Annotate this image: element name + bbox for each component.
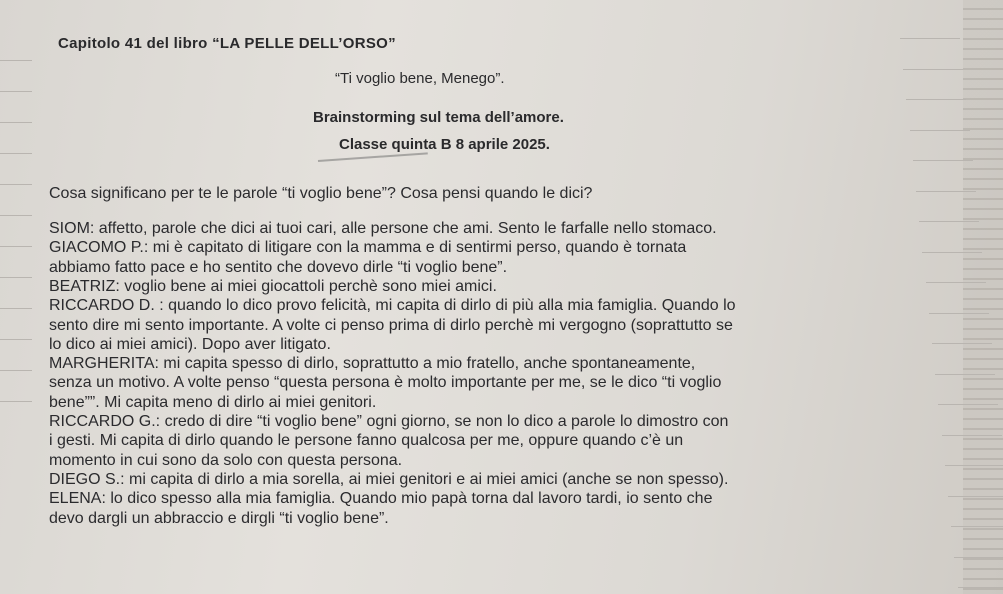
page-rule [906,99,966,100]
quote: “Ti voglio bene, Menego”. [335,70,505,87]
page-rule-left [0,153,32,154]
page-rule [926,282,986,283]
page-rule [945,465,1003,466]
body-line: DIEGO S.: mi capita di dirlo a mia sorella, ai miei genitori e ai miei amici (anche se non spesso). [49,470,729,488]
page-rule-left [0,122,32,123]
page-rule [900,38,960,39]
body-line: BEATRIZ: voglio bene ai miei giocattoli perchè sono miei amici. [49,277,497,295]
page-rule-left [0,308,32,309]
page-rule [958,587,1003,588]
page-rule [951,526,1003,527]
page-rule-left [0,246,32,247]
page-rule-left [0,370,32,371]
body-line: senza un motivo. A volte penso “questa persona è molto importante per me, se le dico “ti voglio [49,374,722,392]
page-rule-left [0,215,32,216]
page-rule [916,191,976,192]
chapter-title: Capitolo 41 del libro “LA PELLE DELL’ORSO” [58,35,396,52]
page-rule [910,130,970,131]
body-line: MARGHERITA: mi capita spesso di dirlo, soprattutto a mio fratello, anche spontaneamente, [49,355,696,373]
body-line: momento in cui sono da solo con questa persona. [49,451,403,469]
body-line: GIACOMO P.: mi è capitato di litigare con la mamma e di sentirmi perso, quando è tornata [49,239,687,257]
page-rule [919,221,979,222]
body-line: i gesti. Mi capita di dirlo quando le persone fanno qualcosa per me, oppure quando c’è un [49,432,684,450]
body-line: sento dire mi sento importante. A volte ci penso prima di dirlo perchè mi vergogno (soprattutto se [49,316,733,334]
body-line: SIOM: affetto, parole che dici ai tuoi cari, alle persone che ami. Sento le farfalle nello stomaco. [49,220,717,237]
page-rule-left [0,91,32,92]
page-rule [922,252,982,253]
body-line: ELENA: lo dico spesso alla mia famiglia. Quando mio papà torna dal lavoro tardi, io sento che [49,490,713,508]
question: Cosa significano per te le parole “ti voglio bene”? Cosa pensi quando le dici? [49,185,593,202]
page-rule [929,313,989,314]
page-rule [948,496,1003,497]
page-rule-left [0,339,32,340]
body-line: bene””. Mi capita meno di dirlo ai miei genitori. [49,393,377,411]
subtitle: Brainstorming sul tema dell’amore. [313,109,564,126]
page-rule-left [0,60,32,61]
page-rule [932,343,992,344]
page-rule [935,374,995,375]
class-date: Classe quinta B 8 aprile 2025. [339,136,550,153]
body-line: RICCARDO D. : quando lo dico provo felicità, mi capita di dirlo di più alla mia famiglia. Quando lo [49,297,736,315]
body-line: lo dico ai miei amici). Dopo aver litigato. [49,335,331,353]
page-rule [954,557,1003,558]
body-line: RICCARDO G.: credo di dire “ti voglio bene” ogni giorno, se non lo dico a parole lo dimostro con [49,413,729,430]
page-rule-left [0,184,32,185]
notebook-spiral [963,0,1003,594]
page-rule [942,435,1002,436]
page-rule [903,69,963,70]
page-rule [938,404,998,405]
page-rule [913,160,973,161]
page-rule-left [0,401,32,402]
body-line: devo dargli un abbraccio e dirgli “ti voglio bene”. [49,509,389,527]
pencil-scribble [318,152,428,162]
body-line: abbiamo fatto pace e ho sentito che dovevo dirle “ti voglio bene”. [49,258,508,276]
page-rule-left [0,277,32,278]
